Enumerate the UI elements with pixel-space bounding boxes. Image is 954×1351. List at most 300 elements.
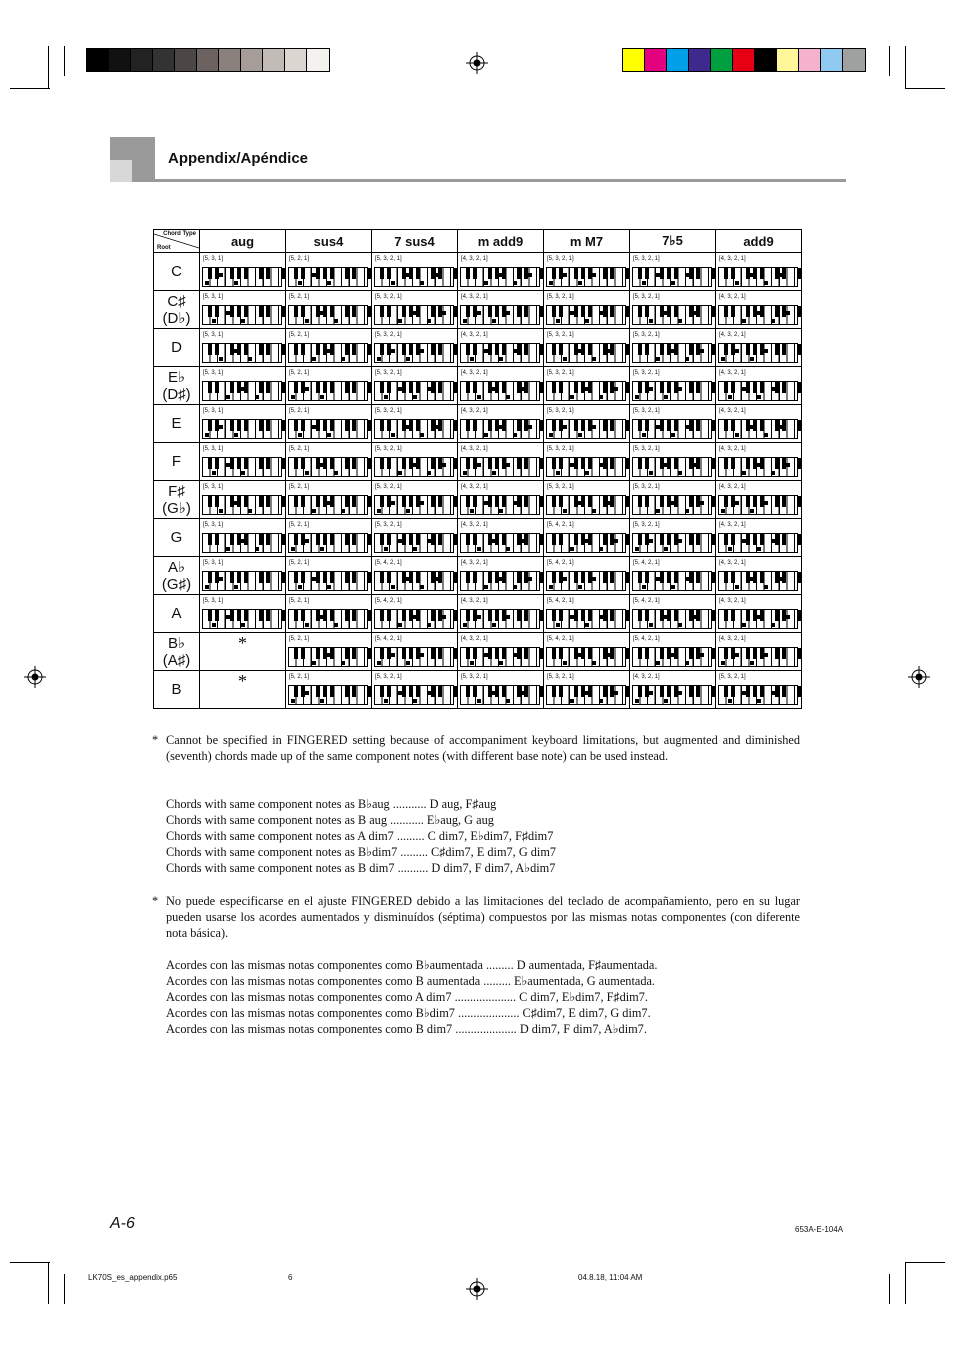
black-key [731, 534, 735, 545]
black-key [438, 420, 442, 431]
black-key [301, 268, 305, 279]
pressed-key-marker [642, 281, 646, 285]
black-key [689, 382, 693, 393]
footer-page: 6 [288, 1273, 293, 1282]
pressed-key-marker [549, 433, 553, 437]
black-key [625, 268, 629, 279]
pressed-key-marker [320, 547, 324, 551]
black-key [294, 496, 298, 507]
black-key [696, 686, 700, 697]
pressed-key-marker [678, 471, 682, 475]
black-key [259, 496, 263, 507]
chord-diagram-cell [716, 557, 802, 595]
pressed-key-marker [391, 349, 395, 353]
black-key [746, 610, 750, 621]
pressed-key-marker [599, 311, 603, 315]
pressed-key-marker [570, 395, 574, 399]
black-key [524, 648, 528, 659]
chord-diagram-cell [544, 481, 630, 519]
pressed-key-marker [484, 349, 488, 353]
black-key [367, 420, 371, 431]
black-key [367, 382, 371, 393]
chord-diagram-cell [716, 519, 802, 557]
keyboard-diagram [288, 571, 368, 591]
black-key [524, 686, 528, 697]
color-swatch [843, 49, 865, 71]
black-key [352, 610, 356, 621]
pressed-key-marker [327, 501, 331, 505]
color-bar [622, 48, 866, 72]
black-key [473, 572, 477, 583]
pressed-key-marker [656, 425, 660, 429]
black-key [625, 572, 629, 583]
keyboard-diagram [718, 267, 798, 287]
black-key [711, 344, 715, 355]
black-key [746, 344, 750, 355]
keyboard-diagram [374, 533, 454, 553]
pressed-key-marker [499, 509, 503, 513]
black-key [552, 268, 556, 279]
black-key [367, 268, 371, 279]
pressed-key-marker [320, 311, 324, 315]
pressed-key-marker [499, 661, 503, 665]
black-key [380, 382, 384, 393]
keyboard-diagram [374, 495, 454, 515]
black-key [638, 306, 642, 317]
header-square-light [110, 160, 132, 182]
keyboard-diagram [718, 343, 798, 363]
table-row [154, 443, 802, 481]
pressed-key-marker [506, 463, 510, 467]
chord-diagram-cell [372, 405, 458, 443]
pressed-key-marker [664, 463, 668, 467]
black-key [453, 420, 457, 431]
pressed-key-marker [320, 615, 324, 619]
fingering-label: [5, 3, 1] [203, 560, 224, 566]
root-note-label: (G♯) [161, 575, 192, 593]
black-key [638, 268, 642, 279]
pressed-key-marker [255, 547, 259, 551]
fingering-label: [5, 4, 2, 1] [375, 598, 402, 604]
black-key [588, 648, 592, 659]
black-key [330, 686, 334, 697]
pressed-key-marker [219, 577, 223, 581]
registration-mark-icon [24, 666, 46, 688]
black-key [367, 458, 371, 469]
black-key [588, 534, 592, 545]
pressed-key-marker [420, 653, 424, 657]
pressed-key-marker [570, 699, 574, 703]
black-key [645, 268, 649, 279]
black-key [244, 496, 248, 507]
black-key [574, 610, 578, 621]
black-key [466, 268, 470, 279]
black-key [645, 648, 649, 659]
black-key [237, 420, 241, 431]
crop-mark [10, 88, 50, 89]
pressed-key-marker [477, 395, 481, 399]
pressed-key-marker [578, 585, 582, 589]
black-key [660, 268, 664, 279]
black-key [603, 458, 607, 469]
pressed-key-marker [700, 349, 704, 353]
black-key [782, 420, 786, 431]
pressed-key-marker [413, 699, 417, 703]
black-key [387, 686, 391, 697]
black-key [674, 344, 678, 355]
chord-diagram-cell [458, 443, 544, 481]
pressed-key-marker [585, 691, 589, 695]
black-key [753, 420, 757, 431]
pressed-key-marker [592, 509, 596, 513]
pressed-key-marker [241, 387, 245, 391]
black-key [416, 686, 420, 697]
pressed-key-marker [463, 319, 467, 323]
black-key [453, 686, 457, 697]
black-key [711, 572, 715, 583]
root-note-cell [154, 633, 200, 671]
equivalent-chord-line: Acordes con las mismas notas componentes como B♭aumentada ......... D aumentada, F♯aumentada. [166, 958, 658, 972]
footer-date: 04.8.18, 11:04 AM [578, 1273, 643, 1282]
black-key [539, 268, 543, 279]
black-key [281, 496, 285, 507]
black-key [345, 306, 349, 317]
black-key [625, 610, 629, 621]
black-key [638, 344, 642, 355]
root-note-cell [154, 367, 200, 405]
black-key [625, 420, 629, 431]
keyboard-diagram [632, 495, 712, 515]
table-row [154, 633, 802, 671]
keyboard-diagram [374, 609, 454, 629]
black-key [517, 610, 521, 621]
chord-diagram-cell [630, 443, 716, 481]
black-key [416, 306, 420, 317]
pressed-key-marker [735, 585, 739, 589]
black-key [731, 268, 735, 279]
black-key [797, 648, 801, 659]
pressed-key-marker [592, 661, 596, 665]
black-key [294, 268, 298, 279]
black-key [610, 572, 614, 583]
pressed-key-marker [671, 501, 675, 505]
fingering-label: [5, 4, 2, 1] [547, 560, 574, 566]
pressed-key-marker [764, 349, 768, 353]
keyboard-diagram [460, 343, 540, 363]
color-swatch [777, 49, 799, 71]
pressed-key-marker [735, 349, 739, 353]
pressed-key-marker [312, 509, 316, 513]
pressed-key-marker [291, 699, 295, 703]
black-key [438, 496, 442, 507]
black-key [645, 420, 649, 431]
pressed-key-marker [226, 615, 230, 619]
black-key [552, 496, 556, 507]
keyboard-diagram [288, 533, 368, 553]
black-key [438, 572, 442, 583]
fingering-label: [4, 3, 2, 1] [461, 256, 488, 262]
chord-diagram-cell [716, 633, 802, 671]
black-key [387, 610, 391, 621]
black-key [581, 306, 585, 317]
color-swatch [153, 49, 175, 71]
root-note-cell [154, 253, 200, 291]
black-key [473, 648, 477, 659]
pressed-key-marker [241, 471, 245, 475]
pressed-key-marker [592, 425, 596, 429]
pressed-key-marker [585, 471, 589, 475]
black-key [352, 268, 356, 279]
black-key [645, 458, 649, 469]
keyboard-diagram [460, 647, 540, 667]
header-rule [155, 179, 846, 182]
fingering-label: [4, 3, 2, 1] [719, 370, 746, 376]
root-note-cell [154, 557, 200, 595]
pressed-key-marker [248, 509, 252, 513]
fingering-label: [4, 3, 2, 1] [719, 560, 746, 566]
black-key [323, 306, 327, 317]
black-key [352, 496, 356, 507]
black-key [760, 268, 764, 279]
black-key [552, 420, 556, 431]
black-key [294, 534, 298, 545]
black-key [797, 268, 801, 279]
black-key [674, 648, 678, 659]
chord-diagram-cell [200, 595, 286, 633]
black-key [488, 572, 492, 583]
black-key [466, 420, 470, 431]
keyboard-diagram [374, 647, 454, 667]
black-key [438, 534, 442, 545]
pressed-key-marker [528, 577, 532, 581]
black-key [259, 306, 263, 317]
pressed-key-marker [384, 547, 388, 551]
fingering-label: [4, 3, 2, 1] [719, 256, 746, 262]
pressed-key-marker [298, 585, 302, 589]
black-key [330, 534, 334, 545]
black-key [502, 268, 506, 279]
pressed-key-marker [742, 623, 746, 627]
black-key [316, 382, 320, 393]
black-key [746, 648, 750, 659]
pressed-key-marker [742, 387, 746, 391]
black-key [638, 648, 642, 659]
pressed-key-marker [234, 433, 238, 437]
crop-mark [64, 46, 65, 76]
black-key [387, 306, 391, 317]
black-key [466, 344, 470, 355]
fingering-label: [5, 3, 2, 1] [547, 332, 574, 338]
black-key [416, 572, 420, 583]
chord-diagram-cell [458, 671, 544, 709]
black-key [208, 306, 212, 317]
black-key [345, 686, 349, 697]
keyboard-diagram [288, 457, 368, 477]
color-swatch [87, 49, 109, 71]
black-key [259, 382, 263, 393]
page-title: Appendix/Apéndice [168, 150, 309, 167]
black-key [711, 420, 715, 431]
black-key [574, 686, 578, 697]
black-key [581, 572, 585, 583]
black-key [316, 344, 320, 355]
fingering-label: [5, 3, 2, 1] [547, 674, 574, 680]
pressed-key-marker [742, 471, 746, 475]
color-swatch [241, 49, 263, 71]
black-key [387, 420, 391, 431]
black-key [367, 496, 371, 507]
crop-mark [905, 1262, 945, 1263]
black-key [294, 420, 298, 431]
pressed-key-marker [599, 615, 603, 619]
black-key [215, 458, 219, 469]
pressed-key-marker [635, 699, 639, 703]
black-key [330, 268, 334, 279]
pressed-key-marker [721, 509, 725, 513]
table-row [154, 595, 802, 633]
chord-diagram-cell [716, 367, 802, 405]
pressed-key-marker [499, 577, 503, 581]
pressed-key-marker [391, 433, 395, 437]
pressed-key-marker [549, 281, 553, 285]
black-key [760, 382, 764, 393]
pressed-key-marker [205, 281, 209, 285]
pressed-key-marker [305, 471, 309, 475]
fingering-label: [4, 3, 2, 1] [719, 522, 746, 528]
chord-diagram-cell [286, 633, 372, 671]
pressed-key-marker [205, 433, 209, 437]
black-key [438, 382, 442, 393]
chord-diagram-cell [286, 595, 372, 633]
fingering-label: [4, 3, 2, 1] [461, 332, 488, 338]
pressed-key-marker [291, 395, 295, 399]
pressed-key-marker [528, 273, 532, 277]
black-key [724, 686, 728, 697]
pressed-key-marker [492, 319, 496, 323]
root-note-label: (D♭) [162, 309, 191, 327]
black-key [559, 382, 563, 393]
black-key [416, 534, 420, 545]
pressed-key-marker [592, 273, 596, 277]
chord-diagram-cell [630, 557, 716, 595]
black-key [244, 420, 248, 431]
black-key [431, 458, 435, 469]
equivalent-chord-line: Chords with same component notes as A dim7 ......... C dim7, E♭dim7, F♯dim7 [166, 829, 554, 843]
fingering-label: [5, 3, 2, 1] [375, 446, 402, 452]
pressed-key-marker [312, 357, 316, 361]
black-key [524, 534, 528, 545]
chord-diagram-cell [630, 329, 716, 367]
black-key [775, 306, 779, 317]
black-key [409, 686, 413, 697]
black-key [502, 534, 506, 545]
pressed-key-marker [212, 471, 216, 475]
pressed-key-marker [578, 501, 582, 505]
black-key [259, 344, 263, 355]
corner-root-label: Root [157, 245, 171, 251]
black-key [689, 686, 693, 697]
black-key [539, 458, 543, 469]
pressed-key-marker [786, 615, 790, 619]
pressed-key-marker [312, 273, 316, 277]
not-available-cell: * [200, 671, 286, 709]
black-key [746, 306, 750, 317]
color-swatch [645, 49, 667, 71]
pressed-key-marker [656, 661, 660, 665]
black-key [689, 534, 693, 545]
fingering-label: [5, 4, 2, 1] [547, 598, 574, 604]
chord-diagram-cell [372, 443, 458, 481]
color-swatch [263, 49, 285, 71]
black-key [409, 382, 413, 393]
keyboard-diagram [288, 495, 368, 515]
black-key [316, 572, 320, 583]
black-key [230, 306, 234, 317]
black-key [696, 610, 700, 621]
fingering-label: [5, 4, 2, 1] [375, 636, 402, 642]
black-key [559, 610, 563, 621]
pressed-key-marker [305, 387, 309, 391]
black-key [625, 458, 629, 469]
pressed-key-marker [484, 281, 488, 285]
black-key [301, 610, 305, 621]
pressed-key-marker [398, 539, 402, 543]
chord-diagram-cell [458, 329, 544, 367]
black-key [367, 572, 371, 583]
pressed-key-marker [477, 699, 481, 703]
black-key [230, 382, 234, 393]
keyboard-diagram [546, 457, 626, 477]
black-key [438, 344, 442, 355]
pressed-key-marker [678, 539, 682, 543]
black-key [797, 420, 801, 431]
black-key [760, 458, 764, 469]
pressed-key-marker [656, 509, 660, 513]
black-key [588, 686, 592, 697]
pressed-key-marker [764, 585, 768, 589]
fingering-label: [5, 2, 1] [289, 522, 310, 528]
black-key [724, 648, 728, 659]
pressed-key-marker [435, 577, 439, 581]
black-key [387, 572, 391, 583]
black-key [466, 496, 470, 507]
black-key [753, 382, 757, 393]
keyboard-diagram [288, 343, 368, 363]
chord-diagram-cell [200, 443, 286, 481]
crop-mark [48, 46, 49, 88]
black-key [524, 344, 528, 355]
keyboard-diagram [546, 647, 626, 667]
column-header: m add9 [458, 230, 544, 253]
fingering-label: [5, 3, 2, 1] [633, 294, 660, 300]
black-key [782, 572, 786, 583]
chord-diagram-cell [544, 633, 630, 671]
chord-diagram-cell [716, 291, 802, 329]
chord-diagram-cell [630, 633, 716, 671]
black-key [517, 420, 521, 431]
black-key [581, 496, 585, 507]
black-key [524, 458, 528, 469]
pressed-key-marker [556, 319, 560, 323]
pressed-key-marker [492, 387, 496, 391]
black-key [488, 648, 492, 659]
fingering-label: [5, 2, 1] [289, 560, 310, 566]
equivalent-chord-line: Acordes con las mismas notas componentes como B dim7 .................... D dim7, F dim7, A♭dim7. [166, 1022, 647, 1036]
keyboard-diagram [718, 647, 798, 667]
fingering-label: [4, 3, 2, 1] [461, 522, 488, 528]
pressed-key-marker [685, 509, 689, 513]
black-key [330, 306, 334, 317]
